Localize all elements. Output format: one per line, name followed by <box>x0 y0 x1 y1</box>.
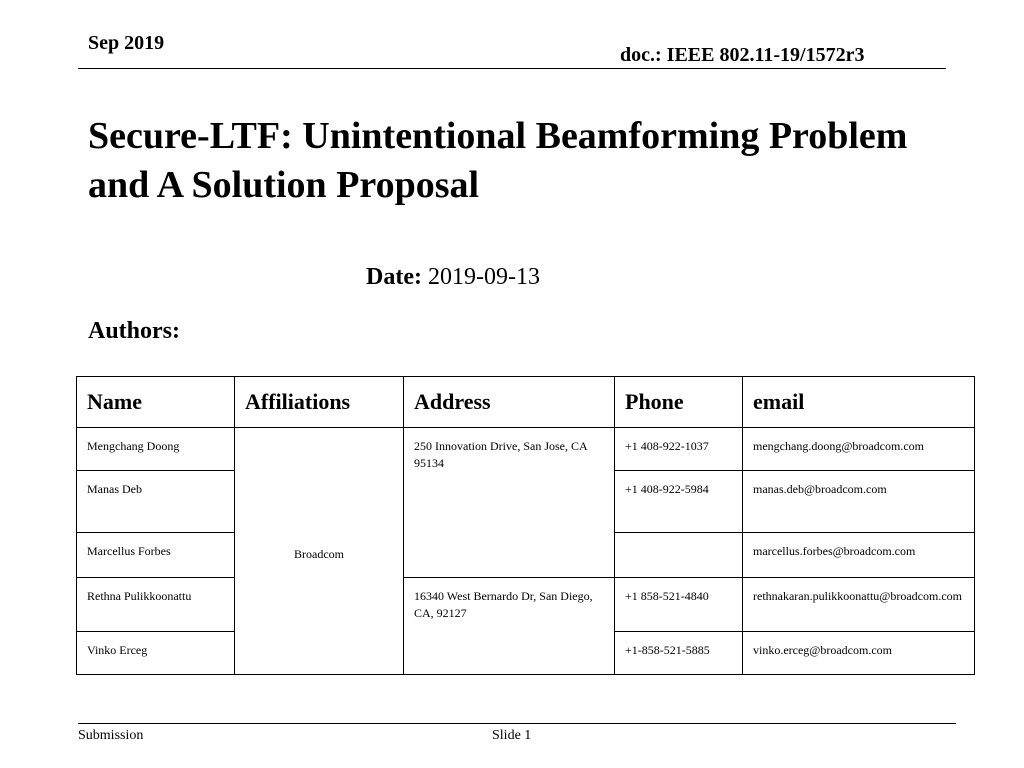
author-email: marcellus.forbes@broadcom.com <box>743 533 975 578</box>
author-phone: +1 408-922-5984 <box>615 471 743 533</box>
footer-submission: Submission <box>78 728 144 743</box>
author-name: Manas Deb <box>77 471 235 533</box>
date-label: Date: <box>366 264 422 290</box>
author-name: Mengchang Doong <box>77 428 235 471</box>
author-phone: +1 408-922-1037 <box>615 428 743 471</box>
author-email: vinko.erceg@broadcom.com <box>743 632 975 675</box>
author-email: manas.deb@broadcom.com <box>743 471 975 533</box>
author-email: rethnakaran.pulikkoonattu@broadcom.com <box>743 578 975 632</box>
author-phone: +1 858-521-4840 <box>615 578 743 632</box>
author-name: Vinko Erceg <box>77 632 235 675</box>
footer-slide-number: Slide 1 <box>492 728 532 743</box>
authors-heading: Authors: <box>88 318 181 344</box>
author-phone: +1-858-521-5885 <box>615 632 743 675</box>
author-email: mengchang.doong@broadcom.com <box>743 428 975 471</box>
table-header-row <box>77 377 975 428</box>
date-line <box>366 264 540 291</box>
author-affiliation: Broadcom <box>235 428 404 675</box>
header-doc-id: doc.: IEEE 802.11-19/1572r3 <box>620 44 865 66</box>
author-address: 16340 West Bernardo Dr, San Diego, CA, 92127 <box>404 578 615 675</box>
header-rule <box>78 68 946 69</box>
col-header-address: Address <box>404 377 615 428</box>
col-header-name: Name <box>77 377 235 428</box>
footer-rule <box>78 723 956 724</box>
col-header-affiliations: Affiliations <box>235 377 404 428</box>
header-date: Sep 2019 <box>88 32 165 54</box>
slide-title: Secure-LTF: Unintentional Beamforming Problem and A Solution Proposal <box>88 115 908 206</box>
date-value: 2019-09-13 <box>427 264 540 290</box>
author-address: 250 Innovation Drive, San Jose, CA 95134 <box>404 428 615 578</box>
col-header-phone: Phone <box>615 377 743 428</box>
author-name: Marcellus Forbes <box>77 533 235 578</box>
author-name: Rethna Pulikkoonattu <box>77 578 235 632</box>
table-row <box>77 578 975 632</box>
authors-table <box>76 376 975 675</box>
author-phone <box>615 533 743 578</box>
table-row <box>77 428 975 471</box>
col-header-email: email <box>743 377 975 428</box>
